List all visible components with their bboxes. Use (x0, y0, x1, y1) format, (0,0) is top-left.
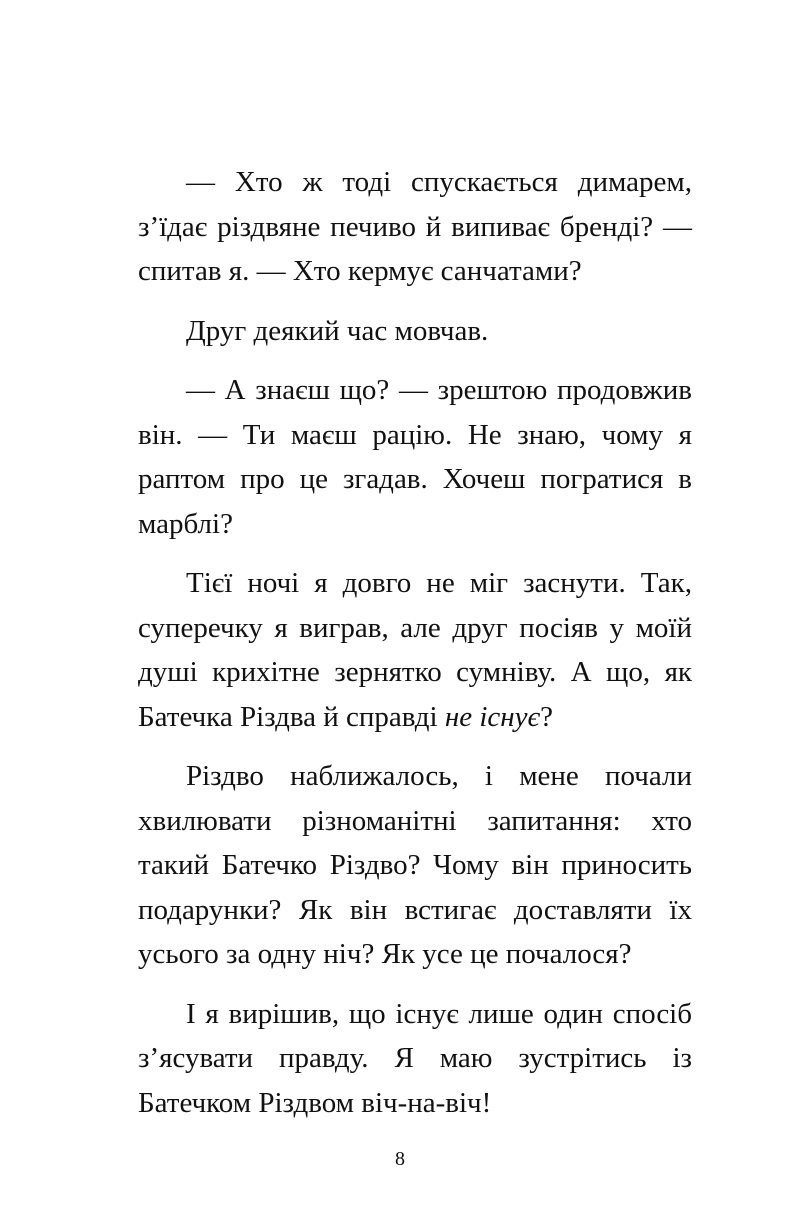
paragraph-4-text: Тієї ночі я довго не міг заснути. Так, суперечку я виграв, але друг посіяв у моїй душі крихітне зернятко сумніву. А що, як Батечка Різдва й справді (138, 567, 692, 733)
page-number: 8 (395, 1148, 405, 1170)
paragraph-4-italic: не існує (444, 700, 541, 733)
paragraph-4-end: ? (540, 700, 554, 733)
paragraph-5: Різдво наближалось, і мене почали хвилювати різноманітні запитання: хто такий Батечко Різдво? Чому він приносить подарунки? Як він встигає доставляти їх усього за одну ніч? Як усе це почалося? (138, 760, 692, 970)
paragraph-2: Друг деякий час мовчав. (186, 314, 489, 347)
paragraph-3: — А знаєш що? — зрештою продовжив він. — Ти маєш рацію. Не знаю, чому я раптом про це згадав. Хочеш погратися в марблі? (138, 374, 692, 540)
paragraph-4 (138, 561, 692, 739)
paragraph-1: — Хто ж тоді спускається димарем, з’їдає різдвяне печиво й випиває бренді? — спитав я. — Хто кермує санчатами? (138, 166, 692, 287)
body-text (138, 160, 692, 1125)
paragraph-6: І я вирішив, що існує лише один спосіб з’ясувати правду. Я маю зустрітись із Батечком Різдвом віч-на-віч! (138, 997, 692, 1119)
